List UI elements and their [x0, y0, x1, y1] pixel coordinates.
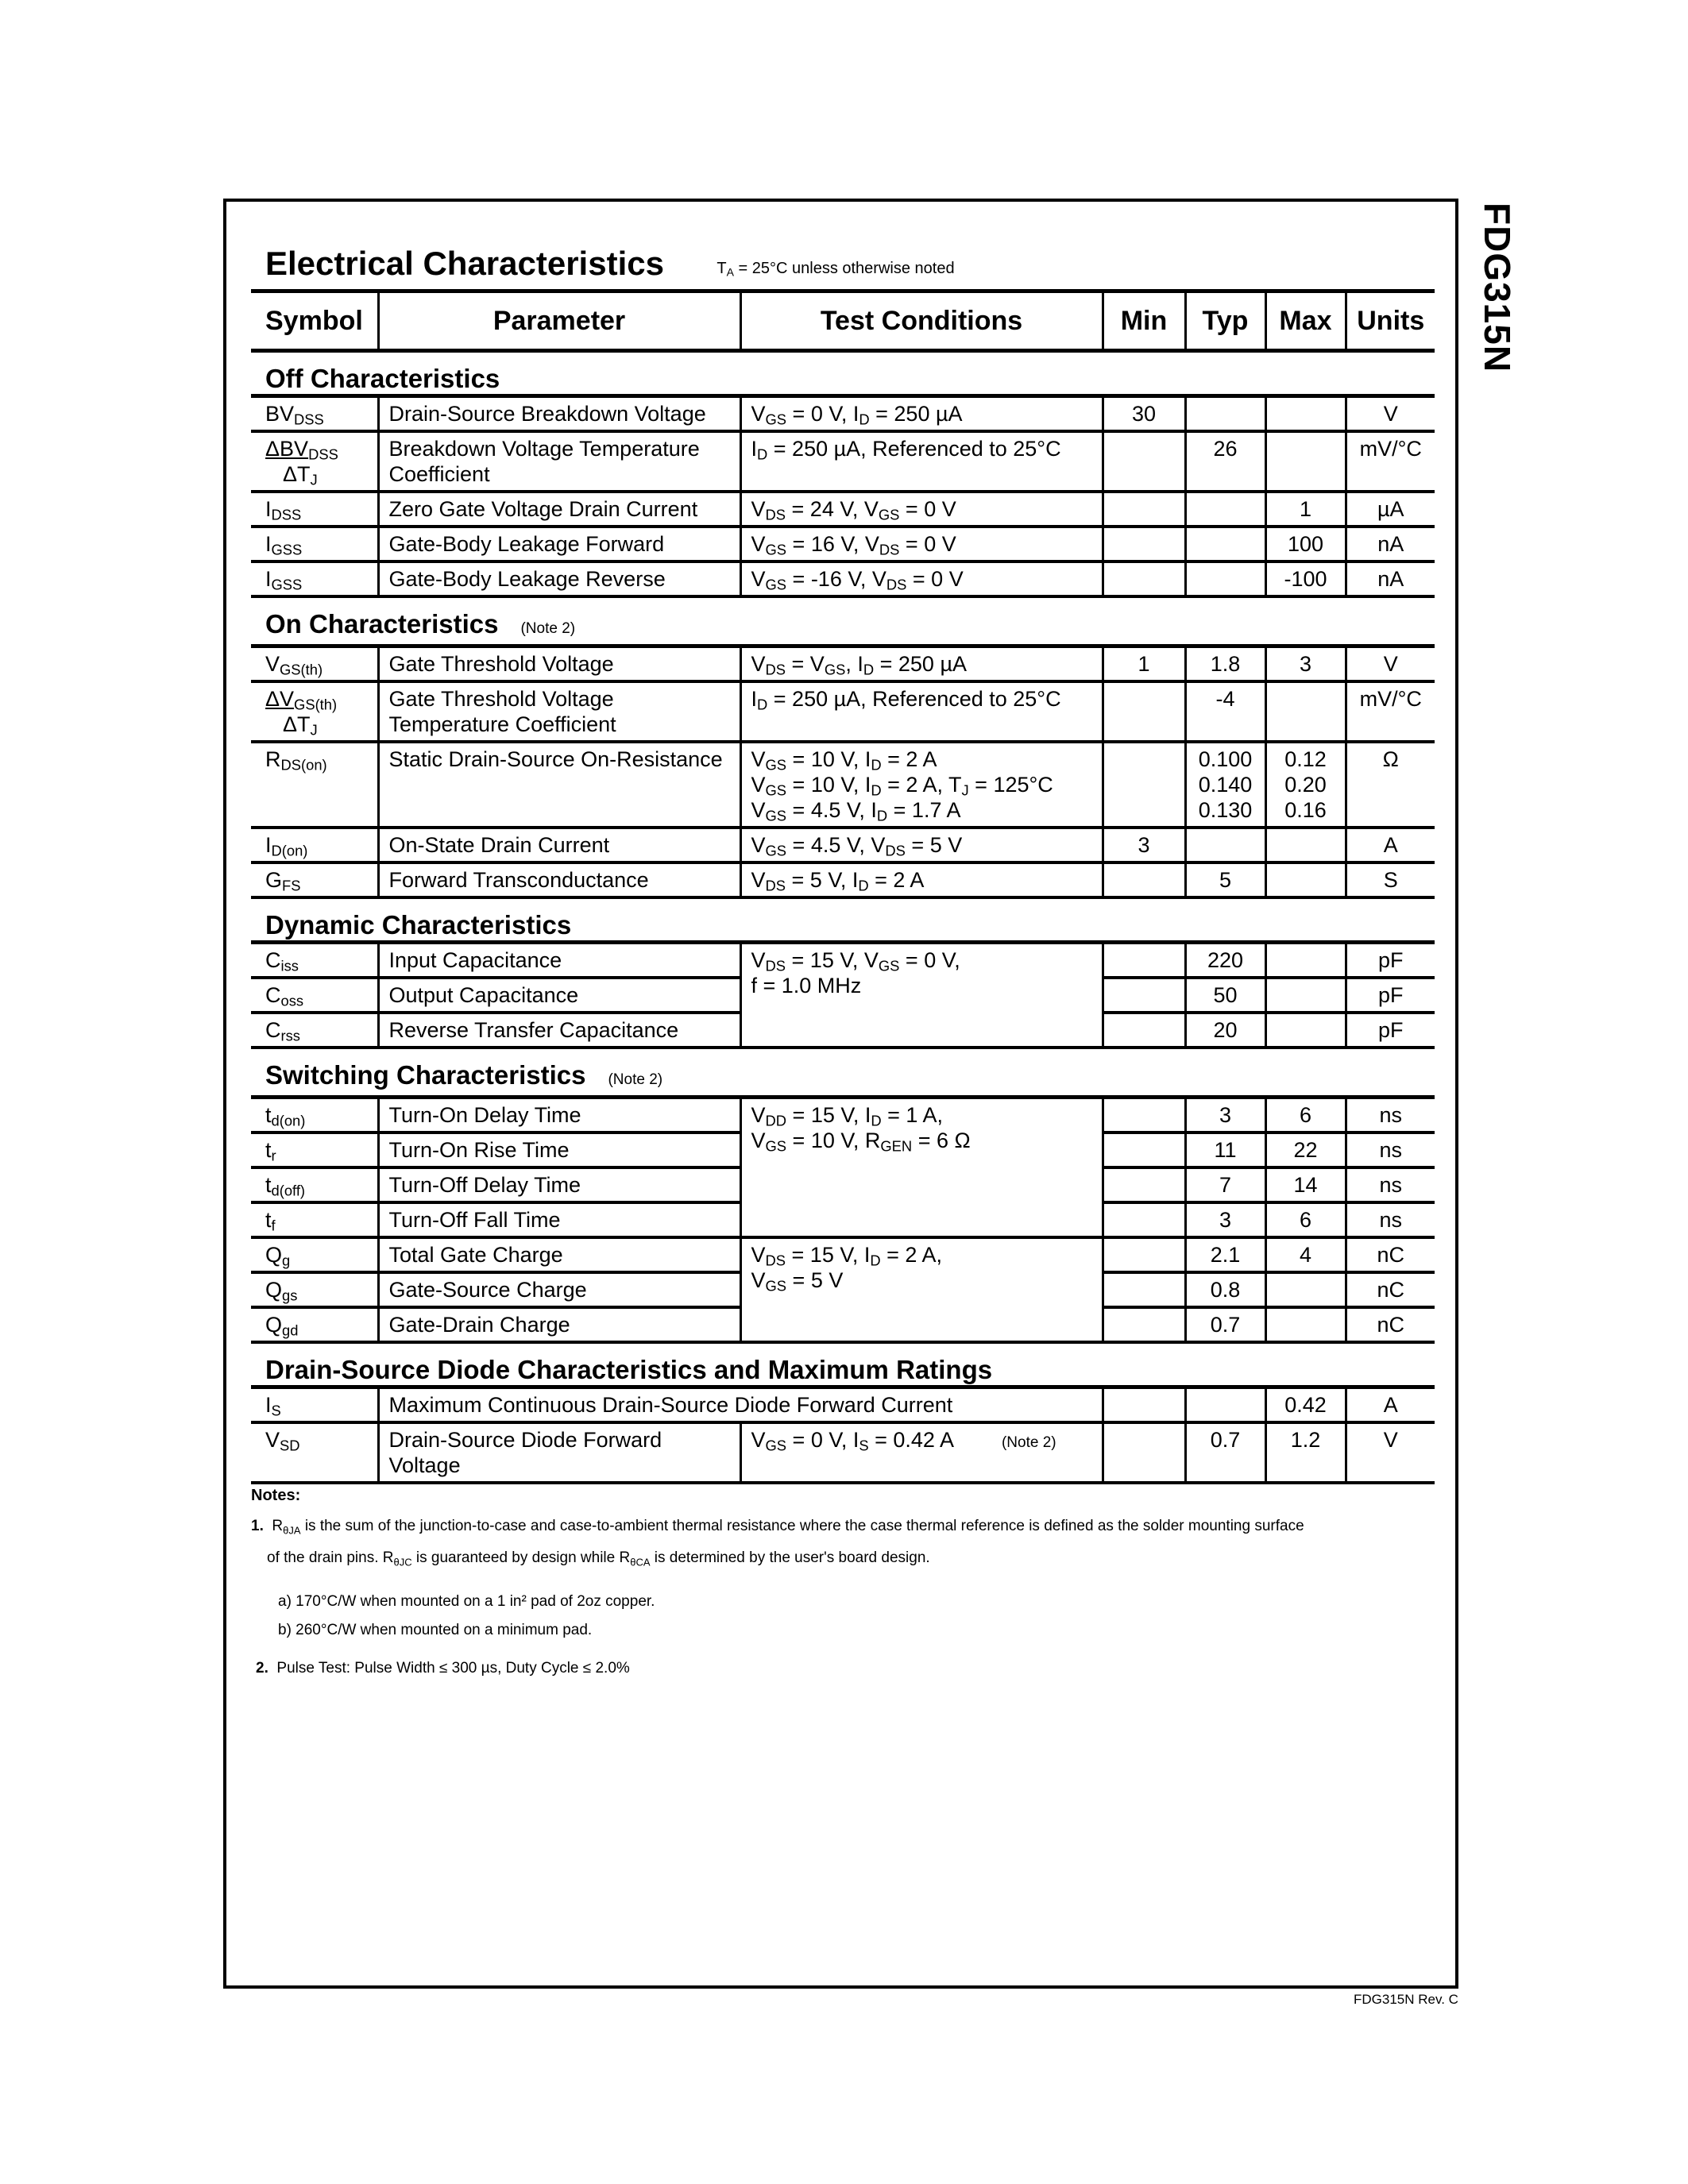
- typ: [1185, 1387, 1265, 1423]
- max: [1265, 681, 1346, 742]
- units: nC: [1346, 1307, 1435, 1342]
- max: 100: [1265, 527, 1346, 561]
- units: µA: [1346, 492, 1435, 527]
- parameter: Static Drain-Source On-Resistance: [378, 742, 740, 828]
- col-units: Units: [1346, 291, 1435, 351]
- max: [1265, 1307, 1346, 1342]
- units: pF: [1346, 943, 1435, 978]
- parameter: Gate Threshold Voltage: [378, 646, 740, 682]
- section-diode: Drain-Source Diode Characteristics and Maximum Ratings: [251, 1342, 1435, 1387]
- typ: 7: [1185, 1167, 1265, 1202]
- conditions: $V_{GS} = 16$ V, $V_{DS} = 0$ V: [740, 527, 1103, 561]
- symbol: $I_S$: [251, 1387, 378, 1423]
- table-row: [251, 742, 1435, 828]
- max: [1265, 828, 1346, 862]
- typ: 3: [1185, 1202, 1265, 1237]
- symbol: $t_{d(off)}$: [251, 1167, 378, 1202]
- min: [1103, 527, 1185, 561]
- parameter: Zero Gate Voltage Drain Current: [378, 492, 740, 527]
- max: [1265, 431, 1346, 492]
- note-1a: a) 170°C/W when mounted on a 1 in² pad of 2oz copper.: [278, 1593, 655, 1611]
- conditions: $V_{DS} = V_{GS}$, $I_D = 250$ µA: [740, 646, 1103, 682]
- parameter: Turn-Off Fall Time: [378, 1202, 740, 1237]
- min: 1: [1103, 646, 1185, 682]
- symbol: $\Delta BV_{DSS}$ $\Delta T_J$: [251, 431, 378, 492]
- max: 22: [1265, 1133, 1346, 1167]
- max: 6: [1265, 1202, 1346, 1237]
- symbol: $t_r$: [251, 1133, 378, 1167]
- min: [1103, 862, 1185, 897]
- symbol: $V_{GS(th)}$: [251, 646, 378, 682]
- max: [1265, 1013, 1346, 1048]
- units: V: [1346, 1422, 1435, 1483]
- parameter: Total Gate Charge: [378, 1237, 740, 1272]
- max: [1265, 862, 1346, 897]
- units: ns: [1346, 1202, 1435, 1237]
- table-row: [251, 492, 1435, 527]
- table-row: [251, 527, 1435, 561]
- parameter: Drain-Source Diode Forward Voltage: [378, 1422, 740, 1483]
- typ: 1.8: [1185, 646, 1265, 682]
- conditions: $V_{GS} = -16$ V, $V_{DS} = 0$ V: [740, 561, 1103, 596]
- typ: -4: [1185, 681, 1265, 742]
- units: A: [1346, 828, 1435, 862]
- units: ns: [1346, 1133, 1435, 1167]
- min: [1103, 561, 1185, 596]
- table-row: [251, 862, 1435, 897]
- min: 3: [1103, 828, 1185, 862]
- conditions: $V_{DS} = 24$ V, $V_{GS} = 0$ V: [740, 492, 1103, 527]
- typ: 11: [1185, 1133, 1265, 1167]
- parameter: Breakdown Voltage Temperature Coefficient: [378, 431, 740, 492]
- conditions: $V_{GS} = 0$ V, $I_D = 250$ µA: [740, 396, 1103, 432]
- symbol: $V_{SD}$: [251, 1422, 378, 1483]
- conditions: $V_{DS} = 15$ V, $V_{GS} = 0$ V, f = 1.0 MHz: [740, 943, 1103, 1048]
- min: [1103, 1167, 1185, 1202]
- conditions: $V_{DS} = 5$ V, $I_D = 2$ A: [740, 862, 1103, 897]
- section-on: On Characteristics (Note 2): [251, 596, 1435, 646]
- max: 6: [1265, 1098, 1346, 1133]
- col-parameter: Parameter: [378, 291, 740, 351]
- conditions: $I_D = 250$ µA, Referenced to 25°C: [740, 681, 1103, 742]
- typ: 3: [1185, 1098, 1265, 1133]
- note-1b: b) 260°C/W when mounted on a minimum pad.: [278, 1622, 593, 1639]
- parameter: Reverse Transfer Capacitance: [378, 1013, 740, 1048]
- parameter: Maximum Continuous Drain-Source Diode Forward Current: [378, 1387, 1103, 1423]
- col-max: Max: [1265, 291, 1346, 351]
- max: 14: [1265, 1167, 1346, 1202]
- note-2: 2. Pulse Test: Pulse Width ≤ 300 µs, Duty Cycle ≤ 2.0%: [256, 1660, 630, 1677]
- typ: 5: [1185, 862, 1265, 897]
- min: [1103, 1272, 1185, 1307]
- min: [1103, 943, 1185, 978]
- section-header: [265, 245, 1441, 283]
- min: 30: [1103, 396, 1185, 432]
- min: [1103, 1133, 1185, 1167]
- parameter: Input Capacitance: [378, 943, 740, 978]
- min: [1103, 1422, 1185, 1483]
- col-min: Min: [1103, 291, 1185, 351]
- symbol: $\Delta V_{GS(th)}$ $\Delta T_J$: [251, 681, 378, 742]
- units: mV/°C: [1346, 431, 1435, 492]
- max: 4: [1265, 1237, 1346, 1272]
- temperature-note: $T_A = 25^\circ C$ unless otherwise noted: [717, 260, 955, 279]
- col-test-conditions: Test Conditions: [740, 291, 1103, 351]
- typ: 220: [1185, 943, 1265, 978]
- units: ns: [1346, 1167, 1435, 1202]
- symbol: $Q_g$: [251, 1237, 378, 1272]
- typ: 26: [1185, 431, 1265, 492]
- max: [1265, 943, 1346, 978]
- notes-section: [251, 1487, 1443, 1677]
- units: mV/°C: [1346, 681, 1435, 742]
- min: [1103, 1307, 1185, 1342]
- units: nA: [1346, 527, 1435, 561]
- max: -100: [1265, 561, 1346, 596]
- section-off: Off Characteristics: [251, 351, 1435, 396]
- min: [1103, 431, 1185, 492]
- symbol: $t_f$: [251, 1202, 378, 1237]
- symbol: $I_{DSS}$: [251, 492, 378, 527]
- typ: [1185, 396, 1265, 432]
- table-row: [251, 646, 1435, 682]
- symbol: $BV_{DSS}$: [251, 396, 378, 432]
- parameter: Gate-Body Leakage Forward: [378, 527, 740, 561]
- max: 1.2: [1265, 1422, 1346, 1483]
- units: ns: [1346, 1098, 1435, 1133]
- typ: [1185, 828, 1265, 862]
- typ: 0.7: [1185, 1422, 1265, 1483]
- units: nC: [1346, 1237, 1435, 1272]
- table-row: [251, 1422, 1435, 1483]
- symbol: $Q_{gd}$: [251, 1307, 378, 1342]
- section-switching: Switching Characteristics (Note 2): [251, 1048, 1435, 1098]
- table-row: [251, 1237, 1435, 1272]
- symbol: $R_{DS(on)}$: [251, 742, 378, 828]
- max: 1: [1265, 492, 1346, 527]
- parameter: On-State Drain Current: [378, 828, 740, 862]
- col-symbol: Symbol: [251, 291, 378, 351]
- conditions: $I_D = 250$ µA, Referenced to 25°C: [740, 431, 1103, 492]
- revision-footer: FDG315N Rev. C: [1354, 1992, 1458, 2007]
- notes-heading: Notes:: [251, 1487, 301, 1504]
- max: [1265, 1272, 1346, 1307]
- symbol: $C_{oss}$: [251, 978, 378, 1013]
- max: [1265, 396, 1346, 432]
- conditions: $V_{GS} = 0$ V, $I_S = 0.42$ A (Note 2): [740, 1422, 1103, 1483]
- units: Ω: [1346, 742, 1435, 828]
- units: pF: [1346, 1013, 1435, 1048]
- units: V: [1346, 396, 1435, 432]
- typ: 2.1: [1185, 1237, 1265, 1272]
- typ: [1185, 492, 1265, 527]
- table-row: [251, 943, 1435, 978]
- conditions: $V_{DD} = 15$ V, $I_D = 1$ A, $V_{GS} = 10$ V, $R_{GEN} = 6$ Ω: [740, 1098, 1103, 1238]
- min: [1103, 1202, 1185, 1237]
- units: nC: [1346, 1272, 1435, 1307]
- max: [1265, 978, 1346, 1013]
- conditions: $V_{GS} = 4.5$ V, $V_{DS} = 5$ V: [740, 828, 1103, 862]
- typ: [1185, 561, 1265, 596]
- min: [1103, 978, 1185, 1013]
- min: [1103, 742, 1185, 828]
- note-1: 1. $R_{\theta JA}$ is the sum of the junction-to-case and case-to-ambient thermal resistance where the case thermal reference is defined as the solder mounting surface of the drain pins. $R_{\theta JC}$ is guaranteed by design while $R_{\theta CA}$ is determined by the user's board design.: [251, 1518, 1304, 1569]
- min: [1103, 1098, 1185, 1133]
- symbol: $C_{iss}$: [251, 943, 378, 978]
- parameter: Forward Transconductance: [378, 862, 740, 897]
- parameter: Gate-Source Charge: [378, 1272, 740, 1307]
- typ: [1185, 527, 1265, 561]
- electrical-characteristics-table: [251, 289, 1435, 1484]
- units: pF: [1346, 978, 1435, 1013]
- typ: 50: [1185, 978, 1265, 1013]
- symbol: $I_{GSS}$: [251, 527, 378, 561]
- side-part-number: FDG315N: [1477, 203, 1518, 373]
- symbol: $I_{GSS}$: [251, 561, 378, 596]
- table-row: [251, 1387, 1435, 1423]
- section-dynamic: Dynamic Characteristics: [251, 897, 1435, 943]
- max: 0.42: [1265, 1387, 1346, 1423]
- symbol: $I_{D(on)}$: [251, 828, 378, 862]
- units: S: [1346, 862, 1435, 897]
- units: nA: [1346, 561, 1435, 596]
- max: 3: [1265, 646, 1346, 682]
- parameter: Gate Threshold Voltage Temperature Coefficient: [378, 681, 740, 742]
- typ: 0.8: [1185, 1272, 1265, 1307]
- typ: 0.100 0.140 0.130: [1185, 742, 1265, 828]
- parameter: Output Capacitance: [378, 978, 740, 1013]
- table-row: [251, 431, 1435, 492]
- table-row: [251, 828, 1435, 862]
- table-row: [251, 1098, 1435, 1133]
- conditions: $V_{DS} = 15$ V, $I_D = 2$ A, $V_{GS} = 5$ V: [740, 1237, 1103, 1342]
- min: [1103, 1387, 1185, 1423]
- units: A: [1346, 1387, 1435, 1423]
- table-row: [251, 561, 1435, 596]
- typ: 0.7: [1185, 1307, 1265, 1342]
- min: [1103, 1237, 1185, 1272]
- conditions: $V_{GS} = 10$ V, $I_D = 2$ A $V_{GS} = 10$ V, $I_D = 2$ A, $T_J = 125^\circ C$ $V_{GS} = 4.5$ V, $I_D = 1.7$ A: [740, 742, 1103, 828]
- table-header-row: [251, 291, 1435, 351]
- symbol: $G_{FS}$: [251, 862, 378, 897]
- parameter: Turn-On Rise Time: [378, 1133, 740, 1167]
- parameter: Gate-Body Leakage Reverse: [378, 561, 740, 596]
- min: [1103, 1013, 1185, 1048]
- symbol: $t_{d(on)}$: [251, 1098, 378, 1133]
- table-row: [251, 396, 1435, 432]
- parameter: Turn-On Delay Time: [378, 1098, 740, 1133]
- min: [1103, 681, 1185, 742]
- symbol: $C_{rss}$: [251, 1013, 378, 1048]
- table-row: [251, 681, 1435, 742]
- max: 0.12 0.20 0.16: [1265, 742, 1346, 828]
- min: [1103, 492, 1185, 527]
- parameter: Drain-Source Breakdown Voltage: [378, 396, 740, 432]
- symbol: $Q_{gs}$: [251, 1272, 378, 1307]
- parameter: Turn-Off Delay Time: [378, 1167, 740, 1202]
- parameter: Gate-Drain Charge: [378, 1307, 740, 1342]
- units: V: [1346, 646, 1435, 682]
- typ: 20: [1185, 1013, 1265, 1048]
- page-title: Electrical Characteristics: [265, 245, 664, 282]
- col-typ: Typ: [1185, 291, 1265, 351]
